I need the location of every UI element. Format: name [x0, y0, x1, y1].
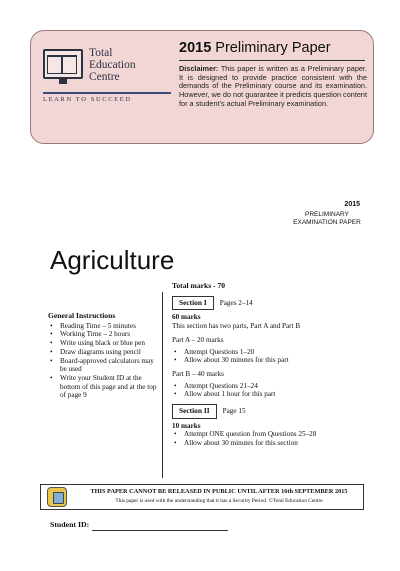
logo-line-2: Education: [89, 59, 136, 71]
paper-title-text: Preliminary Paper: [215, 40, 331, 56]
instruction-item: • Draw diagrams using pencil: [48, 348, 160, 357]
part-a-item: • Attempt Questions 1–20: [172, 348, 372, 357]
part-a-item: • Allow about 30 minutes for this part: [172, 356, 372, 365]
part-a-title: Part A – 20 marks: [172, 335, 224, 344]
instructions-heading: General Instructions: [48, 311, 116, 320]
section-2-marks: 10 marks: [172, 421, 201, 430]
exam-type-line-1: PRELIMINARY: [305, 211, 349, 218]
notice-line-2: This paper is used with the understanding that it has a Security Period. ©Total Education Centre: [115, 498, 323, 504]
paper-year: 2015: [179, 40, 212, 56]
section-1-desc: This section has two parts, Part A and Part B: [172, 322, 301, 331]
part-b-item: • Attempt Questions 21–24: [172, 382, 372, 391]
instruction-item: • Working Time – 2 hours: [48, 330, 160, 339]
logo-line-3: Centre: [89, 71, 120, 83]
section-2-label: Section II: [172, 404, 217, 419]
disclaimer-label: Disclaimer:: [179, 64, 219, 73]
notice-line-1: THIS PAPER CANNOT BE RELEASED IN PUBLIC UNTIL AFTER 16th SEPTEMBER 2015: [90, 488, 348, 495]
total-marks: Total marks - 70: [172, 281, 226, 290]
book-icon: [47, 55, 77, 73]
exam-type-line-2: EXAMINATION PAPER: [293, 219, 361, 226]
disclaimer: [179, 65, 367, 109]
exam-type: [288, 211, 366, 227]
section-2-row: [172, 404, 372, 419]
logo-name: [89, 47, 189, 83]
student-id-label: Student ID:: [50, 520, 90, 529]
instruction-item: • Reading Time – 5 minutes: [48, 322, 160, 331]
disclaimer-text: This paper is written as a Preliminary paper. It is designed to provide practice consistent with the demands of the Preliminary course and its examination. However, we do not guarantee it predicts question content for a student's actual Preliminary examination.: [179, 64, 367, 108]
title-rule: [179, 60, 365, 61]
section-2-item: • Allow about 30 minutes for this section: [172, 439, 372, 448]
general-instructions: [48, 312, 160, 400]
logo-rule: [43, 92, 171, 94]
section-1-label: Section I: [172, 296, 214, 311]
release-notice: [40, 484, 364, 510]
exam-year: 2015: [344, 201, 360, 208]
student-id-field[interactable]: [92, 530, 228, 531]
section-1-row: [172, 296, 372, 311]
security-icon: [47, 487, 67, 507]
part-b-item: • Allow about 1 hour for this part: [172, 390, 372, 399]
tec-logo: [43, 47, 193, 117]
header-panel: [30, 30, 374, 144]
instruction-item: • Board-approved calculators may be used: [48, 357, 160, 374]
marks-column: [172, 282, 372, 448]
section-2-item: • Attempt ONE question from Questions 25–28: [172, 430, 372, 439]
subject-title: Agriculture: [50, 245, 175, 275]
section-2-pages: Page 15: [222, 407, 246, 416]
logo-line-1: Total: [89, 47, 113, 59]
part-b-title: Part B – 40 marks: [172, 369, 224, 378]
instruction-item: • Write your Student ID at the bottom of this page and at the top of page 9: [48, 374, 160, 400]
section-1-pages: Pages 2–14: [219, 298, 253, 307]
paper-title: [179, 40, 331, 56]
logo-tagline: LEARN TO SUCCEED: [43, 96, 132, 103]
section-1-marks: 60 marks: [172, 313, 201, 322]
column-divider: [162, 292, 163, 478]
instruction-item: • Write using black or blue pen: [48, 339, 160, 348]
